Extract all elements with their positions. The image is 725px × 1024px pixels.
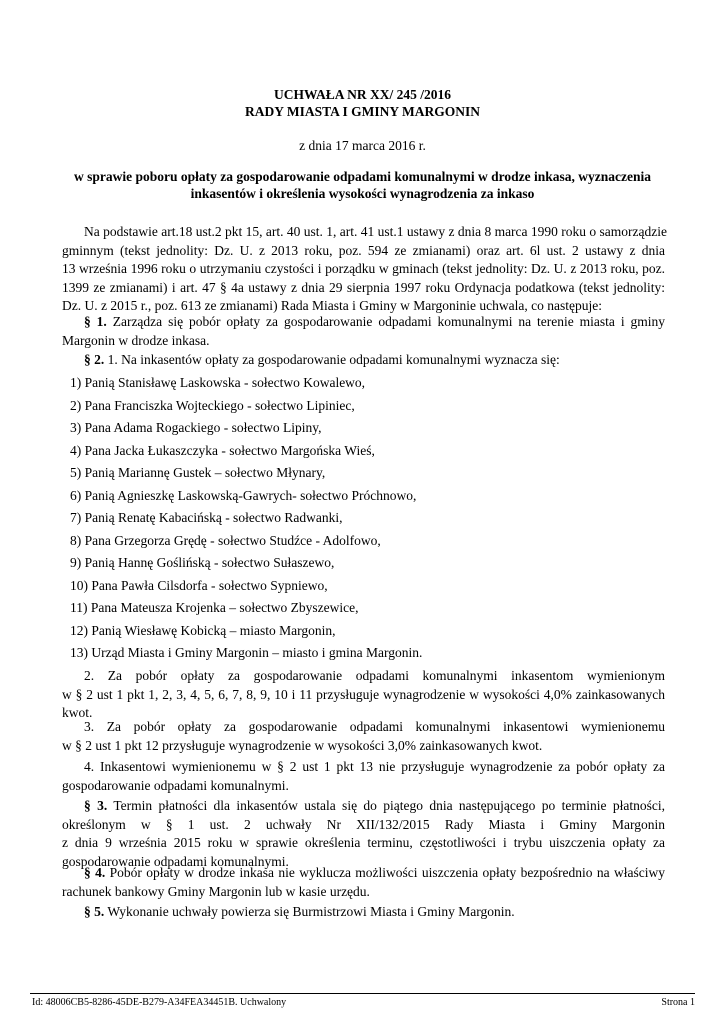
resolution-date: z dnia 17 marca 2016 r. [299,138,426,153]
subject-line-1: w sprawie poboru opłaty za gospodarowanie odpadami komunalnymi w drodze inkasa, wyznaczenia [73,169,652,184]
section-mark: § 2. [84,352,105,367]
section-4 [62,864,665,901]
section-text: rachunek bankowy Gminy Margonin lub w kasie urzędu. [62,883,370,899]
council-name: RADY MIASTA I GMINY MARGONIN [245,104,480,119]
section-text: gospodarowanie odpadami komunalnymi. [62,853,289,869]
preamble-line: 1399 ze zmianami) i art. 47 § 4a ustawy z dnia 29 sierpnia 1997 roku Ordynacja podatkowa (tekst jednolity: [62,279,665,295]
section-2-paragraph-3 [62,718,665,755]
section-mark: § 5. [84,904,105,919]
preamble [62,223,665,316]
section-5 [62,903,665,922]
list-item: 6) Panią Agnieszkę Laskowską-Gawrych- sołectwo Próchnowo, [70,488,417,503]
list-item: 4) Pana Jacka Łukaszczyka - sołectwo Margońska Wieś, [70,443,375,458]
list-item: 1) Panią Stanisławę Laskowska - sołectwo Kowalewo, [70,375,366,390]
section-3 [62,797,665,871]
list-item: 3) Pana Adama Rogackiego - sołectwo Lipiny, [70,420,322,435]
section-text: z dnia 9 września 2015 roku w sprawie określenia terminu, częstotliwości i trybu uiszczenia opłaty za [62,835,665,850]
list-item: 10) Pana Pawła Cilsdorfa - sołectwo Sypniewo, [70,578,328,593]
section-mark: § 3. [84,798,108,813]
section-text: określonym w § 1 ust. 2 uchwały Nr XII/132/2015 Rady Miasta i Gminy Margonin [62,816,665,832]
preamble-line: Dz. U. z 2015 r., poz. 613 ze zmianami) Rada Miasta i Gminy w Margoninie uchwala, co następuje: [62,298,602,313]
section-mark: § 4. [84,865,106,880]
paragraph-line: 4. Inkasentowi wymienionemu w § 2 ust 1 pkt 13 nie przysługuje wynagrodzenie za pobór opłaty za [84,759,665,774]
section-1 [62,313,665,350]
paragraph-line: 2. Za pobór opłaty za gospodarowanie odpadami komunalnymi inkasentom wymienionym [84,668,665,683]
preamble-line: Na podstawie art.18 ust.2 pkt 15, art. 40 ust. 1, art. 41 ust.1 ustawy z dnia 8 marca 1990 roku o samorządzie [84,224,667,239]
section-text: Pobór opłaty w drodze inkasa nie wyklucza możliwości uiszczenia opłaty bezpośrednio na właściwy [105,865,665,880]
paragraph-line: w § 2 ust 1 pkt 1, 2, 3, 4, 5, 6, 7, 8, 9, 10 i 11 przysługuje wynagrodzenie w wysokości 4,0% zainkasowanych [62,686,665,702]
paragraph-line: 3. Za pobór opłaty za gospodarowanie odpadami komunalnymi inkasentowi wymienionemu [84,719,665,734]
preamble-line: gminnym (tekst jednolity: Dz. U. z 2013 roku, poz. 594 ze zmianami) oraz art. 6l ust. 2 ustawy z dnia [62,242,665,258]
section-2-paragraph-2 [62,667,665,723]
list-item: 7) Panią Renatę Kabacińską - sołectwo Radwanki, [70,510,343,525]
resolution-number: UCHWAŁA NR XX/ 245 /2016 [273,87,451,102]
footer-divider [30,993,695,994]
section-text: Margonin w drodze inkasa. [62,332,210,348]
paragraph-line: kwot. [62,705,93,720]
section-mark: § 1. [84,314,107,329]
list-item: 8) Pana Grzegorza Grędę - sołectwo Studźce - Adolfowo, [70,533,381,548]
section-2-intro [62,351,665,370]
list-item: 11) Pana Mateusza Krojenka – sołectwo Zbyszewice, [70,600,359,615]
section-2-paragraph-4 [62,758,665,795]
section-text: 1. Na inkasentów opłaty za gospodarowanie odpadami komunalnymi wyznacza się: [104,352,560,367]
section-text: Zarządza się pobór opłaty za gospodarowanie odpadami komunalnymi na terenie miasta i gminy [106,314,665,329]
document-id: Id: 48006CB5-8286-45DE-B279-A34FEA34451B. Uchwalony [32,997,287,1008]
section-text: Termin płatności dla inkasentów ustala się do piątego dnia następującego po terminie płatności, [107,798,666,813]
list-item: 5) Panią Mariannę Gustek – sołectwo Młynary, [70,465,326,480]
section-text: Wykonanie uchwały powierza się Burmistrzowi Miasta i Gminy Margonin. [104,904,515,919]
subject-line-2: inkasentów i określenia wysokości wynagrodzenia za inkaso [190,186,535,201]
page-number: Strona 1 [661,997,695,1008]
list-item: 9) Panią Hannę Goślińską - sołectwo Sułaszewo, [70,555,335,570]
list-item: 13) Urząd Miasta i Gminy Margonin – miasto i gmina Margonin. [70,645,423,660]
paragraph-line: gospodarowanie odpadami komunalnymi. [62,777,289,793]
list-item: 12) Panią Wiesławę Kobicką – miasto Margonin, [70,623,336,638]
list-item: 2) Pana Franciszka Wojteckiego - sołectwo Lipiniec, [70,398,355,413]
preamble-line: 13 września 1996 roku o utrzymaniu czystości i porządku w gminach (tekst jednolity: Dz. U. z 2013 roku, poz. [62,261,665,276]
paragraph-line: w § 2 ust 1 pkt 12 przysługuje wynagrodzenie w wysokości 3,0% zainkasowanych kwot. [62,737,543,753]
